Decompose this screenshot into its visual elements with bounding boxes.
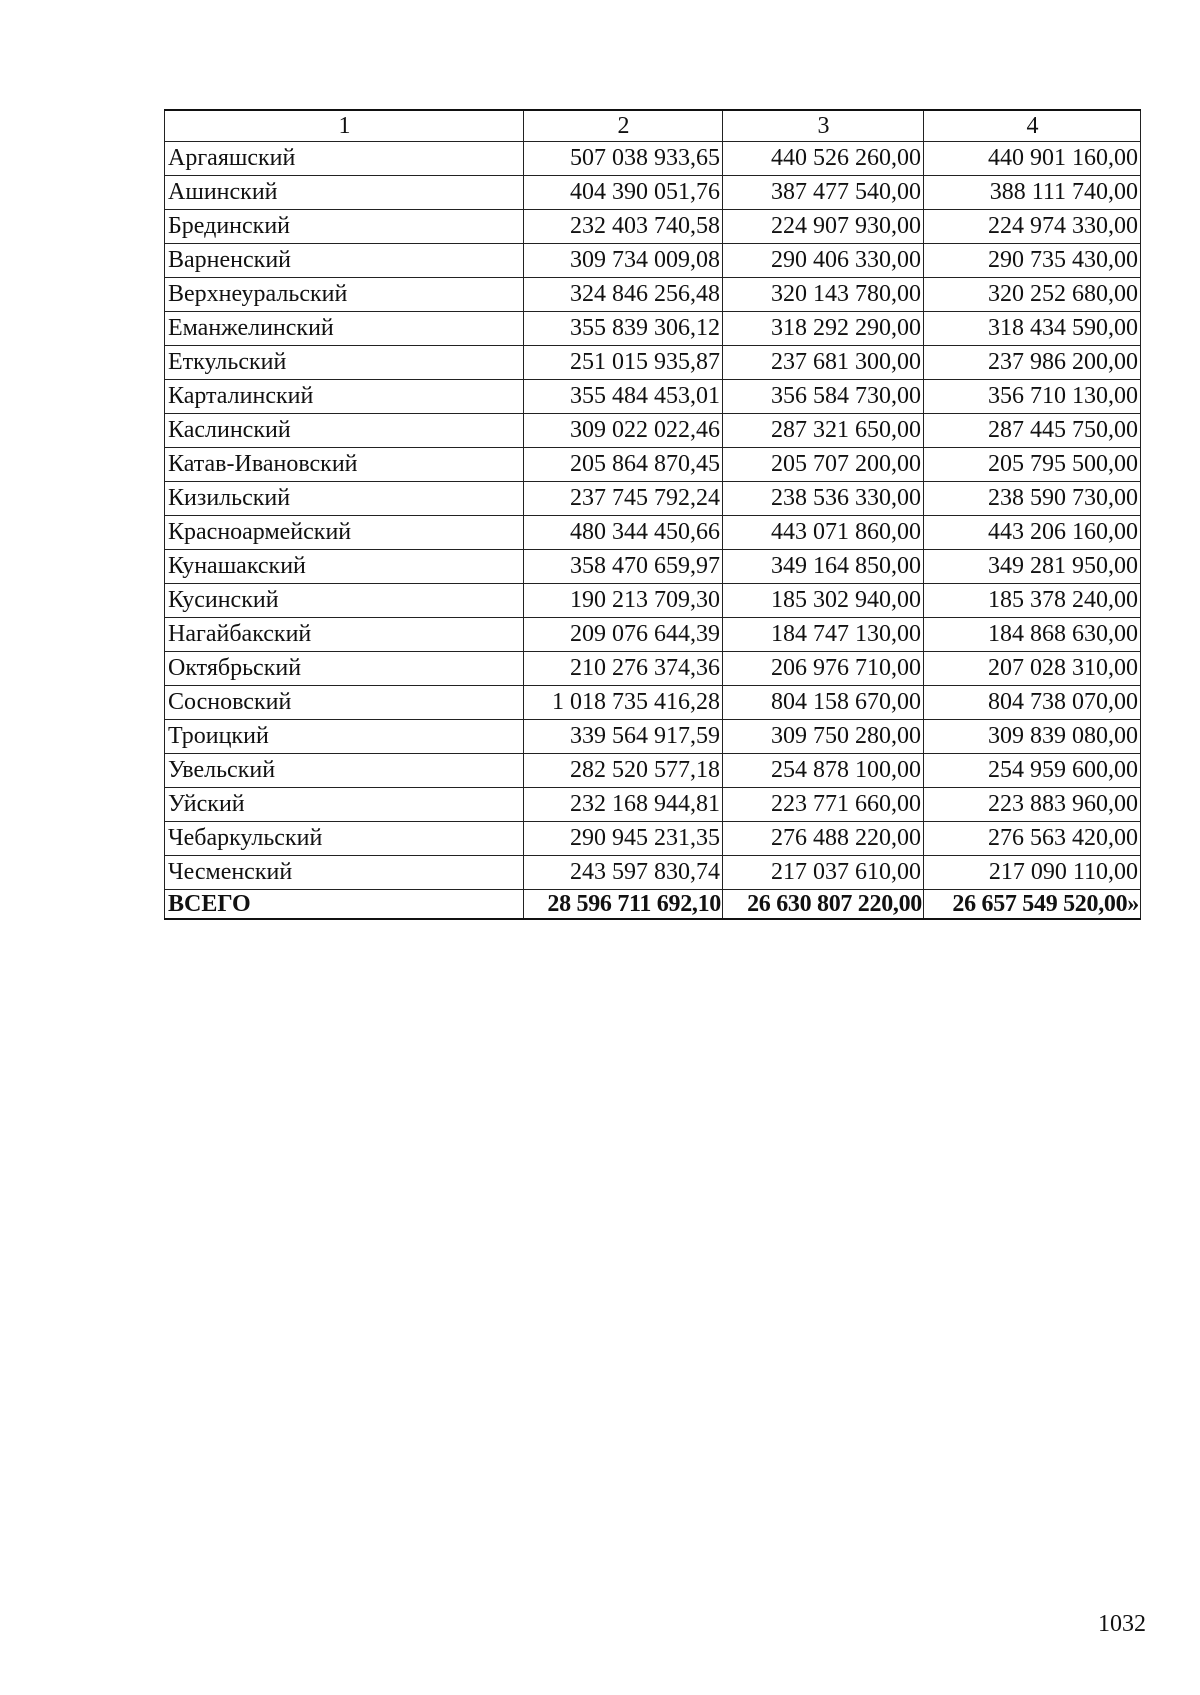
district-name: Увельский (165, 754, 524, 788)
table-row (165, 550, 1141, 584)
value-col3: 276 488 220,00 (723, 822, 924, 856)
district-name: Чебаркульский (165, 822, 524, 856)
column-header-4: 4 (924, 110, 1141, 142)
value-col2: 243 597 830,74 (524, 856, 723, 890)
district-name: Кусинский (165, 584, 524, 618)
district-name: Кунашакский (165, 550, 524, 584)
value-col3: 254 878 100,00 (723, 754, 924, 788)
table-row (165, 210, 1141, 244)
table-row (165, 244, 1141, 278)
value-col2: 480 344 450,66 (524, 516, 723, 550)
value-col2: 309 022 022,46 (524, 414, 723, 448)
district-name: Еткульский (165, 346, 524, 380)
table-row (165, 686, 1141, 720)
value-col3: 237 681 300,00 (723, 346, 924, 380)
table-row (165, 516, 1141, 550)
value-col3: 238 536 330,00 (723, 482, 924, 516)
value-col3: 287 321 650,00 (723, 414, 924, 448)
value-col4: 254 959 600,00 (924, 754, 1141, 788)
value-col3: 206 976 710,00 (723, 652, 924, 686)
table-row (165, 312, 1141, 346)
district-name: Кизильский (165, 482, 524, 516)
value-col3: 290 406 330,00 (723, 244, 924, 278)
value-col2: 232 403 740,58 (524, 210, 723, 244)
district-name: Аргаяшский (165, 142, 524, 176)
district-name: Ашинский (165, 176, 524, 210)
district-name: Верхнеуральский (165, 278, 524, 312)
value-col2: 355 839 306,12 (524, 312, 723, 346)
value-col3: 443 071 860,00 (723, 516, 924, 550)
district-name: Троицкий (165, 720, 524, 754)
value-col2: 309 734 009,08 (524, 244, 723, 278)
page-number: 1032 (1098, 1611, 1146, 1637)
budget-table (164, 109, 1141, 920)
value-col2: 210 276 374,36 (524, 652, 723, 686)
value-col4: 443 206 160,00 (924, 516, 1141, 550)
table-row (165, 482, 1141, 516)
value-col3: 184 747 130,00 (723, 618, 924, 652)
district-name: Чесменский (165, 856, 524, 890)
value-col2: 237 745 792,24 (524, 482, 723, 516)
value-col4: 207 028 310,00 (924, 652, 1141, 686)
total-label: ВСЕГО (165, 890, 524, 920)
value-col4: 356 710 130,00 (924, 380, 1141, 414)
value-col4: 349 281 950,00 (924, 550, 1141, 584)
total-value-col2: 28 596 711 692,10 (524, 890, 723, 920)
value-col2: 324 846 256,48 (524, 278, 723, 312)
district-name: Карталинский (165, 380, 524, 414)
value-col4: 388 111 740,00 (924, 176, 1141, 210)
value-col2: 404 390 051,76 (524, 176, 723, 210)
total-value-col3: 26 630 807 220,00 (723, 890, 924, 920)
value-col4: 276 563 420,00 (924, 822, 1141, 856)
value-col4: 238 590 730,00 (924, 482, 1141, 516)
value-col2: 209 076 644,39 (524, 618, 723, 652)
table-row (165, 448, 1141, 482)
header-row (165, 110, 1141, 142)
column-header-1: 1 (165, 110, 524, 142)
table-row (165, 346, 1141, 380)
table-body (165, 142, 1141, 890)
total-value-col4: 26 657 549 520,00» (924, 890, 1141, 920)
table-row (165, 414, 1141, 448)
value-col4: 184 868 630,00 (924, 618, 1141, 652)
value-col4: 318 434 590,00 (924, 312, 1141, 346)
value-col2: 507 038 933,65 (524, 142, 723, 176)
table-row (165, 788, 1141, 822)
district-name: Каслинский (165, 414, 524, 448)
value-col4: 237 986 200,00 (924, 346, 1141, 380)
district-name: Сосновский (165, 686, 524, 720)
table-row (165, 856, 1141, 890)
value-col2: 339 564 917,59 (524, 720, 723, 754)
value-col4: 320 252 680,00 (924, 278, 1141, 312)
value-col2: 282 520 577,18 (524, 754, 723, 788)
table-row (165, 720, 1141, 754)
table-header (165, 110, 1141, 142)
value-col4: 185 378 240,00 (924, 584, 1141, 618)
value-col4: 224 974 330,00 (924, 210, 1141, 244)
value-col3: 318 292 290,00 (723, 312, 924, 346)
value-col3: 349 164 850,00 (723, 550, 924, 584)
district-name: Еманжелинский (165, 312, 524, 346)
district-name: Нагайбакский (165, 618, 524, 652)
value-col4: 217 090 110,00 (924, 856, 1141, 890)
value-col3: 440 526 260,00 (723, 142, 924, 176)
value-col4: 287 445 750,00 (924, 414, 1141, 448)
table-row (165, 584, 1141, 618)
table-row (165, 652, 1141, 686)
value-col3: 217 037 610,00 (723, 856, 924, 890)
table-row (165, 380, 1141, 414)
table-footer (165, 890, 1141, 920)
value-col3: 223 771 660,00 (723, 788, 924, 822)
value-col2: 251 015 935,87 (524, 346, 723, 380)
district-name: Октябрьский (165, 652, 524, 686)
table-row (165, 618, 1141, 652)
value-col3: 356 584 730,00 (723, 380, 924, 414)
value-col2: 290 945 231,35 (524, 822, 723, 856)
table-row (165, 278, 1141, 312)
value-col4: 440 901 160,00 (924, 142, 1141, 176)
value-col4: 290 735 430,00 (924, 244, 1141, 278)
table-row (165, 176, 1141, 210)
column-header-2: 2 (524, 110, 723, 142)
value-col3: 320 143 780,00 (723, 278, 924, 312)
value-col2: 358 470 659,97 (524, 550, 723, 584)
value-col4: 804 738 070,00 (924, 686, 1141, 720)
table-row (165, 822, 1141, 856)
value-col3: 804 158 670,00 (723, 686, 924, 720)
table-row (165, 142, 1141, 176)
district-name: Уйский (165, 788, 524, 822)
value-col2: 190 213 709,30 (524, 584, 723, 618)
value-col4: 309 839 080,00 (924, 720, 1141, 754)
value-col2: 232 168 944,81 (524, 788, 723, 822)
column-header-3: 3 (723, 110, 924, 142)
value-col3: 387 477 540,00 (723, 176, 924, 210)
value-col3: 185 302 940,00 (723, 584, 924, 618)
district-name: Варненский (165, 244, 524, 278)
total-row (165, 890, 1141, 920)
district-name: Красноармейский (165, 516, 524, 550)
value-col2: 355 484 453,01 (524, 380, 723, 414)
value-col4: 205 795 500,00 (924, 448, 1141, 482)
value-col3: 205 707 200,00 (723, 448, 924, 482)
value-col3: 309 750 280,00 (723, 720, 924, 754)
district-name: Катав-Ивановский (165, 448, 524, 482)
value-col3: 224 907 930,00 (723, 210, 924, 244)
value-col2: 205 864 870,45 (524, 448, 723, 482)
value-col2: 1 018 735 416,28 (524, 686, 723, 720)
district-name: Брединский (165, 210, 524, 244)
table-row (165, 754, 1141, 788)
value-col4: 223 883 960,00 (924, 788, 1141, 822)
